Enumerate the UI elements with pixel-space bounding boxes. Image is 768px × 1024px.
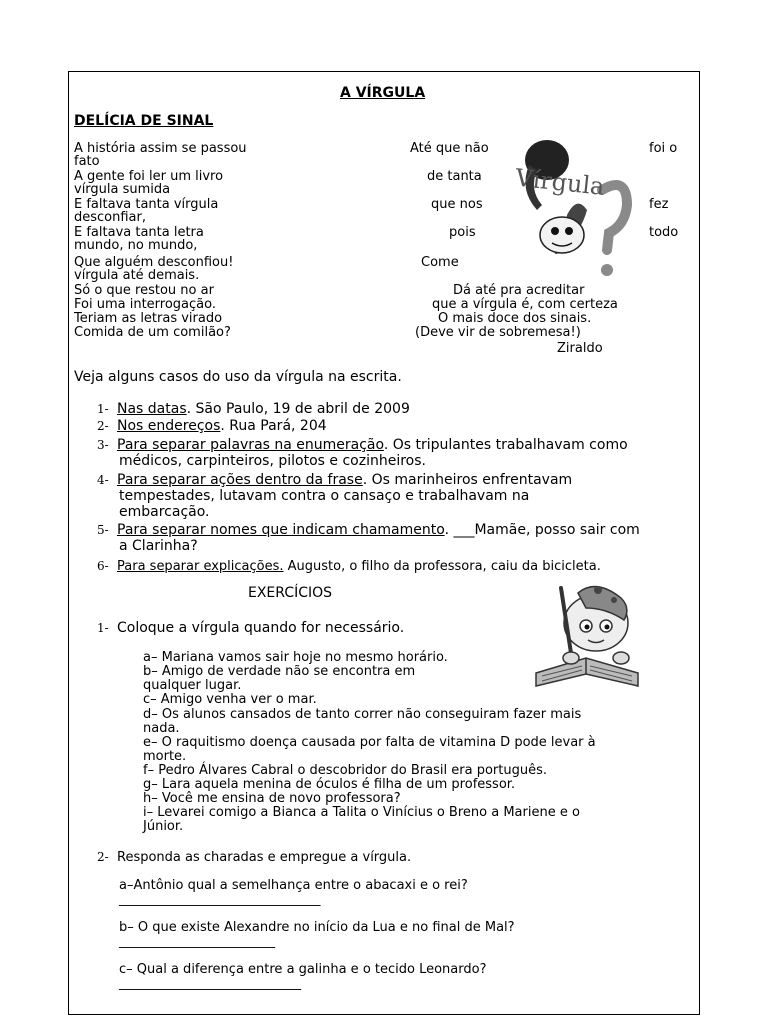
list-item-cont: tempestades, lutavam contra o cansaço e trabalhavam na [119, 488, 530, 504]
poem-line: fez [649, 197, 669, 212]
list-item-cont: a Clarinha? [119, 538, 198, 554]
poem-line: de tanta [427, 169, 482, 184]
exercise-item: h– Você me ensina de novo professora? [143, 791, 401, 806]
poem-line: vírgula sumida [74, 182, 171, 197]
exercise-item: a– Mariana vamos sair hoje no mesmo horário. [143, 650, 448, 665]
poem-line: Comida de um comilão? [74, 325, 231, 340]
poem-line: E faltava tanta vírgula [74, 197, 219, 212]
list-item [97, 523, 640, 538]
exercise-item: d– Os alunos cansados de tanto correr não conseguiram fazer mais [143, 707, 582, 722]
case-rule: Para separar palavras na enumeração [117, 437, 384, 453]
poem-line: vírgula até demais. [74, 268, 200, 283]
comma-face-illustration [507, 135, 637, 285]
poem-line: Que alguém desconfiou! [74, 255, 234, 270]
list-number: 5- [97, 523, 109, 537]
exercise-item: f– Pedro Álvares Cabral o descobridor do Brasil era português. [143, 763, 547, 778]
poem-line: Foi uma interrogação. [74, 297, 216, 312]
poem-line: A história assim se passou [74, 141, 247, 156]
poem-line: Até que não [410, 141, 489, 156]
list-item [97, 438, 628, 453]
case-example: . São Paulo, 19 de abril de 2009 [186, 401, 410, 417]
poem-line: Come [421, 255, 459, 270]
list-item [97, 402, 410, 417]
poem-author: Ziraldo [557, 341, 603, 356]
exercise-item: Júnior. [143, 819, 184, 834]
case-rule: Para separar ações dentro da frase [117, 472, 363, 488]
exercise-item: i– Levarei comigo a Bianca a Talita o Vinícius o Breno a Mariene e o [143, 805, 580, 820]
poem-line: desconfiar, [74, 210, 146, 225]
exercise-2-prompt [97, 850, 411, 865]
case-example: . Rua Pará, 204 [220, 418, 327, 434]
case-rule: Nas datas [117, 401, 187, 417]
image-word: Vírgula [514, 163, 606, 201]
poem-line: todo [649, 225, 679, 240]
exercise-item: morte. [143, 749, 187, 764]
answer-line[interactable]: _______________________________ [119, 892, 321, 907]
exercise-item: nada. [143, 721, 180, 736]
list-number: 4- [97, 473, 109, 487]
list-number: 2- [97, 850, 109, 864]
riddle-question: c– Qual a diferença entre a galinha e o tecido Leonardo? [119, 962, 487, 977]
poem-line: fato [74, 154, 100, 169]
poem-line: A gente foi ler um livro [74, 169, 224, 184]
poem-line: Teriam as letras virado [74, 311, 223, 326]
case-rule: Para separar nomes que indicam chamamento [117, 522, 445, 538]
poem-line: mundo, no mundo, [74, 238, 198, 253]
poem-line: foi o [649, 141, 678, 156]
list-number: 3- [97, 438, 109, 452]
poem-subtitle: DELÍCIA DE SINAL [74, 113, 214, 129]
exercises-title: EXERCÍCIOS [248, 585, 333, 601]
case-example: Augusto, o filho da professora, caiu da bicicleta. [283, 559, 601, 574]
riddle-question: a–Antônio qual a semelhança entre o abacaxi e o rei? [119, 878, 468, 893]
list-number: 6- [97, 559, 109, 573]
case-example: . Os tripulantes trabalhavam como [383, 437, 628, 453]
answer-line[interactable]: ____________________________ [119, 976, 301, 991]
list-number: 1- [97, 402, 109, 416]
answer-line[interactable]: ________________________ [119, 934, 275, 949]
poem-line: Só o que restou no ar [74, 283, 214, 298]
exercise-item: e– O raquitismo doença causada por falta de vitamina D pode levar à [143, 735, 596, 750]
exercise-text: Coloque a vírgula quando for necessário. [117, 620, 405, 636]
case-rule: Para separar explicações. [117, 559, 284, 574]
exercise-1-prompt [97, 621, 404, 636]
poem-line: O mais doce dos sinais. [438, 311, 592, 326]
exercise-item: g– Lara aquela menina de óculos é filha de um professor. [143, 777, 516, 792]
exercise-text: Responda as charadas e empregue a vírgula. [117, 850, 412, 865]
list-item-cont: embarcação. [119, 504, 210, 520]
list-item [97, 473, 572, 488]
poem-line: E faltava tanta letra [74, 225, 204, 240]
riddle-question: b– O que existe Alexandre no início da Lua e no final de Mal? [119, 920, 515, 935]
case-example: . ___Mamãe, posso sair com [444, 522, 640, 538]
list-number: 2- [97, 419, 109, 433]
poem-line: pois [449, 225, 476, 240]
poem-line: (Deve vir de sobremesa!) [415, 325, 581, 340]
intro-text: Veja alguns casos do uso da vírgula na escrita. [74, 369, 402, 385]
page-title: A VÍRGULA [340, 85, 426, 101]
poem-line: que a vírgula é, com certeza [432, 297, 618, 312]
exercise-item: qualquer lugar. [143, 678, 242, 693]
list-number: 1- [97, 621, 109, 635]
case-rule: Nos endereços [117, 418, 221, 434]
child-reading-illustration [526, 578, 648, 700]
exercise-item: c– Amigo venha ver o mar. [143, 692, 317, 707]
poem-line: que nos [431, 197, 483, 212]
exercise-item: b– Amigo de verdade não se encontra em [143, 664, 416, 679]
list-item-cont: médicos, carpinteiros, pilotos e cozinheiros. [119, 453, 426, 469]
list-item [97, 419, 327, 434]
poem-line: Dá até pra acreditar [453, 283, 585, 298]
case-example: . Os marinheiros enfrentavam [362, 472, 573, 488]
list-item [97, 559, 601, 574]
